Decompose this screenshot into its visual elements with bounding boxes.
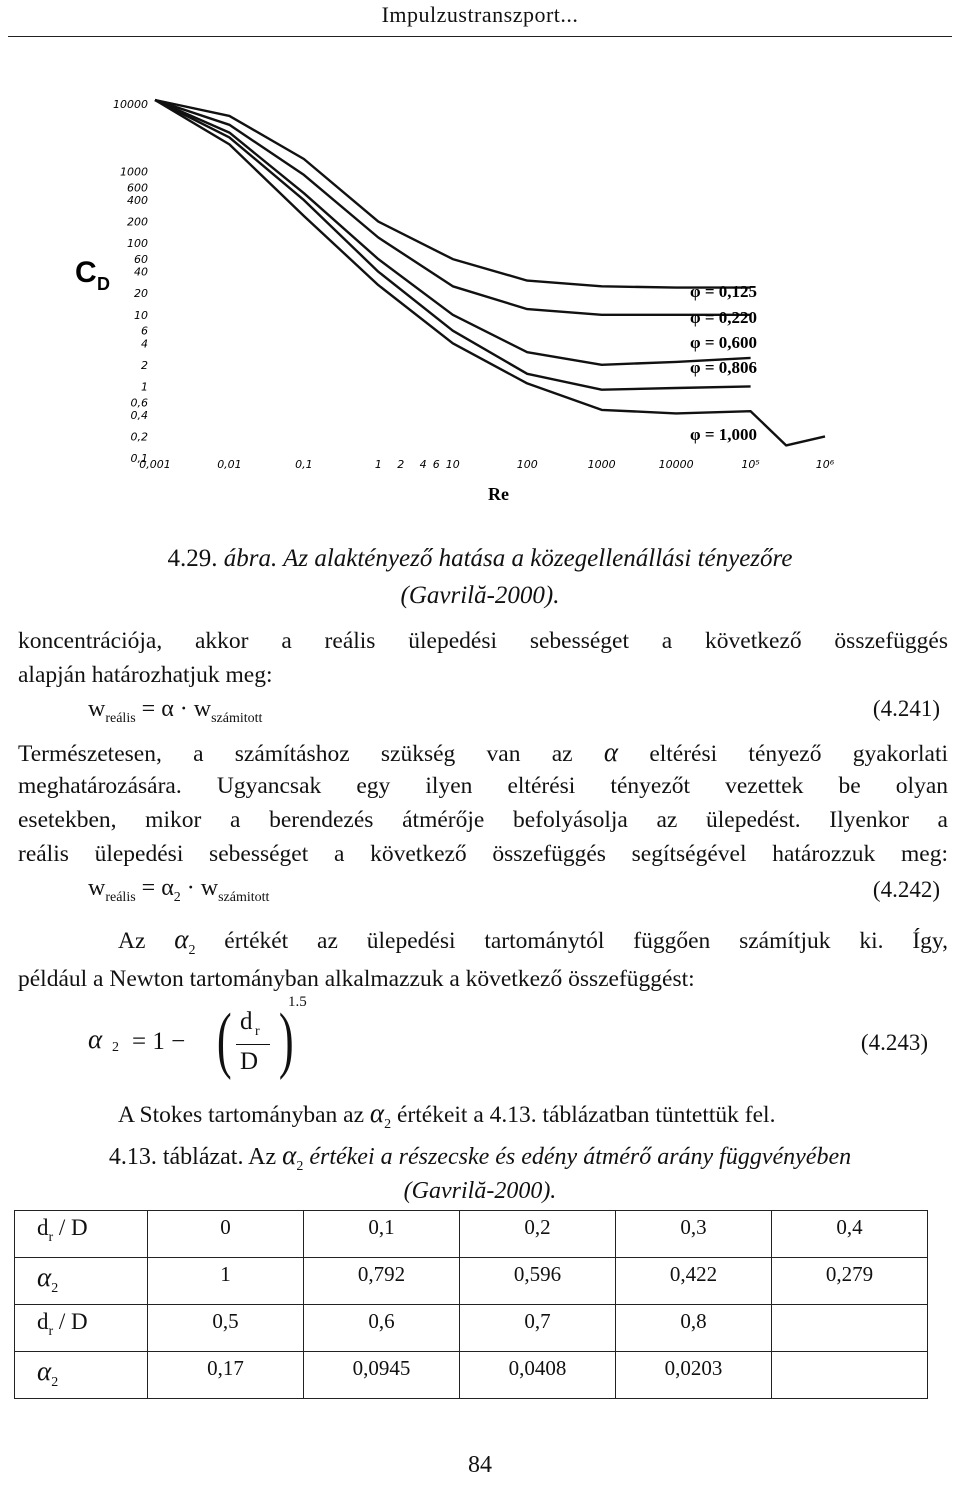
equation-4-241: $w_{reális} = \alpha \cdot w_{számitott}$ bbox=[88, 696, 263, 726]
table-cell: 0,0408 bbox=[460, 1352, 616, 1399]
figure-caption-text: ábra. Az alaktényező hatása a közegellenállási tényezőre bbox=[223, 545, 793, 572]
equation-number: (4.241) bbox=[872, 696, 940, 721]
x-tick-label: 0,01 bbox=[217, 458, 242, 471]
y-tick-label: 0,6 bbox=[130, 396, 148, 410]
y-axis-label: C bbox=[75, 256, 97, 289]
x-axis-label: Re bbox=[488, 484, 509, 504]
y-tick-label: 1 bbox=[141, 380, 148, 394]
paragraph-line: például a Newton tartományban alkalmazzuk a következő összefüggést: bbox=[18, 966, 695, 992]
legend-label: φ = 1,000 bbox=[690, 425, 758, 444]
table-cell bbox=[772, 1352, 928, 1399]
table-cell: 0,2 bbox=[460, 1211, 616, 1258]
table-cell: 0,0945 bbox=[304, 1352, 460, 1399]
y-tick-label: 10 bbox=[134, 308, 148, 322]
x-tick-label: 1000 bbox=[587, 458, 616, 471]
table-row bbox=[15, 1352, 928, 1399]
paragraph-line: meghatározására. Ugyancsak egy ilyen eltérési tényezőt vezettek be olyan bbox=[18, 773, 948, 799]
table-row bbox=[15, 1258, 928, 1305]
equation-number: (4.242) bbox=[872, 877, 940, 902]
figure-caption-source: (Gavrilă-2000). bbox=[400, 582, 560, 609]
legend-label: φ = 0,600 bbox=[690, 333, 758, 352]
table-cell: 0,1 bbox=[304, 1211, 460, 1258]
x-tick-label: 0,1 bbox=[295, 458, 313, 471]
y-tick-label: 40 bbox=[134, 265, 148, 279]
row-label: $\alpha_2$ bbox=[15, 1352, 148, 1399]
chart-curves bbox=[155, 100, 825, 445]
equation-4-242: $w_{reális} = \alpha_2 \cdot w_{számitott}$ bbox=[88, 875, 270, 905]
y-tick-label: 1000 bbox=[120, 165, 148, 179]
table-cell: 0,4 bbox=[772, 1211, 928, 1258]
paragraph-line: Az $\alpha_2$ értékét az ülepedési tartománytól függően számítjuk ki. Így, bbox=[118, 924, 948, 958]
table-cell: 0,792 bbox=[304, 1258, 460, 1305]
legend-label: φ = 0,806 bbox=[690, 358, 758, 377]
y-tick-label: 200 bbox=[127, 215, 148, 229]
table-row bbox=[15, 1211, 928, 1258]
x-tick-label: 10⁶ bbox=[815, 458, 835, 471]
figure-caption bbox=[0, 545, 960, 573]
x-tick-label: 10000 bbox=[658, 458, 694, 471]
series-line bbox=[155, 100, 751, 315]
x-tick-label: 4 bbox=[419, 458, 427, 471]
y-tick-label: 6 bbox=[141, 324, 148, 338]
row-label: $d_r$ / D bbox=[15, 1211, 148, 1258]
table-cell: 0,6 bbox=[304, 1305, 460, 1352]
series-line bbox=[155, 100, 751, 365]
y-tick-label: 4 bbox=[141, 337, 148, 351]
row-label: $\alpha_2$ bbox=[15, 1258, 148, 1305]
paragraph-line: Természetesen, a számításhoz szükség van az α eltérési tényező gyakorlati bbox=[18, 737, 949, 767]
running-header: Impulzustranszport... bbox=[381, 2, 579, 27]
paragraph-line: reális ülepedési sebességet a következő összefüggés segítségével határozzuk meg: bbox=[18, 841, 948, 867]
x-tick-label: 0,001 bbox=[139, 458, 171, 471]
table-cell bbox=[772, 1305, 928, 1352]
y-tick-label: 10000 bbox=[113, 98, 148, 111]
table-row bbox=[15, 1305, 928, 1352]
series-line bbox=[155, 100, 825, 445]
x-tick-label: 1 bbox=[374, 458, 382, 471]
y-tick-label: 60 bbox=[134, 253, 148, 267]
table-cell: 0,596 bbox=[460, 1258, 616, 1305]
x-tick-label: 6 bbox=[432, 458, 440, 471]
page-number: 84 bbox=[468, 1452, 492, 1478]
figure-caption-number: 4.29. bbox=[167, 545, 218, 572]
legend-label: φ = 0,125 bbox=[690, 282, 758, 301]
table-cell: 0 bbox=[148, 1211, 304, 1258]
y-tick-label: 0,1 bbox=[130, 452, 148, 465]
y-tick-label: 2 bbox=[141, 358, 148, 372]
x-tick-labels bbox=[139, 458, 835, 471]
equation-4-243: α 2 = 1 − ( d r D ) 1.5 (4.243) bbox=[88, 994, 928, 1081]
paragraph-line: koncentrációja, akkor a reális ülepedési sebességet a következő összefüggés bbox=[18, 628, 948, 654]
alpha2-table bbox=[14, 1210, 928, 1399]
table-cell: 0,0203 bbox=[616, 1352, 772, 1399]
paragraph-line: alapján határozhatjuk meg: bbox=[18, 662, 273, 688]
table-cell: 0,5 bbox=[148, 1305, 304, 1352]
row-label: $d_r$ / D bbox=[15, 1305, 148, 1352]
cd-re-chart bbox=[60, 80, 860, 520]
table-caption: 4.13. táblázat. Az $\alpha_2$ értékei a részecske és edény átmérő arány függvényében bbox=[108, 1140, 852, 1174]
table-cell: 0,279 bbox=[772, 1258, 928, 1305]
y-tick-labels bbox=[113, 98, 148, 465]
paragraph-line: esetekben, mikor a berendezés átmérője befolyásolja az ülepedést. Ilyenkor a bbox=[18, 807, 948, 833]
legend bbox=[690, 282, 757, 444]
table-caption-source: (Gavrilă-2000). bbox=[403, 1178, 557, 1204]
table-cell: 0,3 bbox=[616, 1211, 772, 1258]
x-tick-label: 10 bbox=[445, 458, 460, 471]
table-cell: 0,8 bbox=[616, 1305, 772, 1352]
series-line bbox=[155, 100, 751, 288]
table-cell: 0,422 bbox=[616, 1258, 772, 1305]
x-tick-label: 10⁵ bbox=[741, 458, 760, 471]
y-tick-label: 600 bbox=[127, 181, 148, 195]
y-tick-label: 100 bbox=[127, 237, 148, 251]
y-tick-label: 400 bbox=[127, 194, 148, 208]
paragraph-line: A Stokes tartományban az $\alpha_2$ értékeit a 4.13. táblázatban tüntettük fel. bbox=[118, 1098, 776, 1132]
y-axis-label-sub: D bbox=[97, 274, 110, 294]
legend-label: φ = 0,220 bbox=[690, 308, 758, 327]
header-rule bbox=[8, 36, 952, 37]
x-tick-label: 2 bbox=[397, 458, 405, 471]
table-cell: 1 bbox=[148, 1258, 304, 1305]
table-cell: 0,7 bbox=[460, 1305, 616, 1352]
table-cell: 0,17 bbox=[148, 1352, 304, 1399]
x-tick-label: 100 bbox=[516, 458, 538, 471]
y-tick-label: 20 bbox=[134, 287, 148, 301]
y-tick-label: 0,2 bbox=[130, 430, 148, 444]
y-tick-label: 0,4 bbox=[130, 408, 148, 422]
